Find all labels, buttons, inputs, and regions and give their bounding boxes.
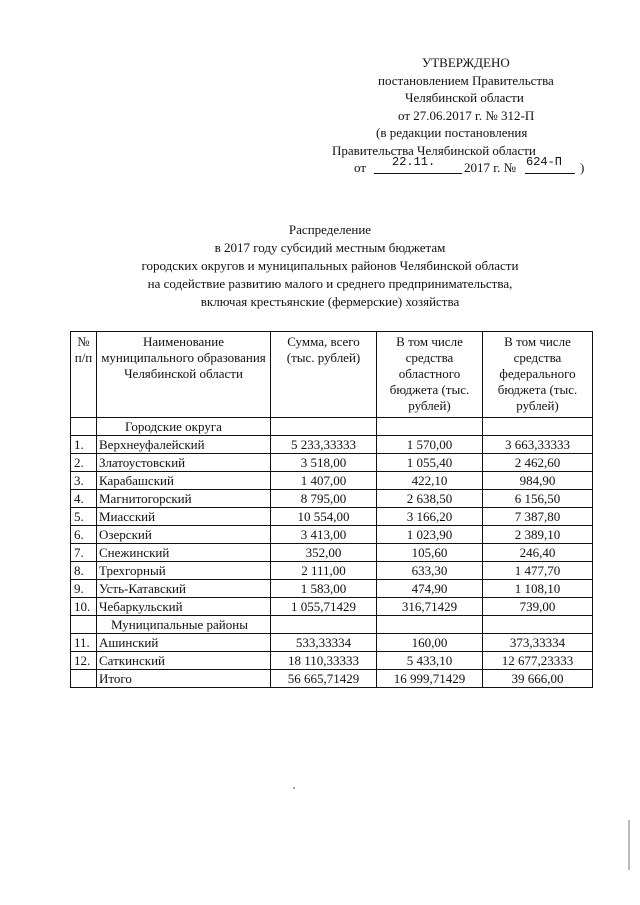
- approval-line: постановлением Правительства: [378, 72, 554, 88]
- row-name: Магнитогорский: [97, 490, 271, 508]
- row-regional: 422,10: [377, 472, 483, 490]
- total-federal: 39 666,00: [483, 670, 593, 688]
- title-line: в 2017 году субсидий местным бюджетам: [214, 240, 446, 255]
- row-name: Чебаркульский: [97, 598, 271, 616]
- row-sum: 1 055,71429: [271, 598, 377, 616]
- approval-closing: ): [580, 160, 585, 175]
- row-number: 2.: [71, 454, 97, 472]
- table-row: [71, 580, 593, 598]
- table-row: [71, 508, 593, 526]
- approval-line: Челябинской области: [405, 90, 524, 105]
- row-federal: 739,00: [483, 598, 593, 616]
- table-row: [71, 544, 593, 562]
- table-row: [71, 490, 593, 508]
- empty-cell: [71, 616, 97, 634]
- row-federal: 7 387,80: [483, 508, 593, 526]
- row-federal: 984,90: [483, 472, 593, 490]
- total-row: [71, 670, 593, 688]
- row-regional: 1 023,90: [377, 526, 483, 544]
- row-number: 7.: [71, 544, 97, 562]
- approval-year: 2017 г. №: [464, 160, 517, 175]
- title-line: городских округов и муниципальных районов Челябинской области: [141, 258, 519, 273]
- row-number: 1.: [71, 436, 97, 454]
- row-name: Саткинский: [97, 652, 271, 670]
- row-sum: 18 110,33333: [271, 652, 377, 670]
- row-regional: 316,71429: [377, 598, 483, 616]
- row-federal: 2 462,60: [483, 454, 593, 472]
- section-label: Городские округа: [97, 418, 271, 436]
- row-regional: 160,00: [377, 634, 483, 652]
- row-name: Озерский: [97, 526, 271, 544]
- approval-heading: УТВЕРЖДЕНО: [422, 55, 510, 70]
- handwritten-date: 22.11.: [392, 155, 436, 169]
- row-number: 11.: [71, 634, 97, 652]
- row-federal: 2 389,10: [483, 526, 593, 544]
- section-row: [71, 616, 593, 634]
- row-name: Усть-Катавский: [97, 580, 271, 598]
- approval-line: (в редакции постановления: [376, 125, 528, 140]
- row-federal: 246,40: [483, 544, 593, 562]
- total-label: Итого: [97, 670, 271, 688]
- row-number: 9.: [71, 580, 97, 598]
- table-row: [71, 436, 593, 454]
- section-row: [71, 418, 593, 436]
- table-row: [71, 526, 593, 544]
- approval-line: Правительства Челябинской области: [332, 142, 536, 158]
- row-number: 4.: [71, 490, 97, 508]
- row-sum: 352,00: [271, 544, 377, 562]
- handwritten-number: 624-П: [526, 155, 563, 169]
- table-row: [71, 598, 593, 616]
- header-regional: В том числе средства областного бюджета (тыс. рублей): [377, 332, 483, 418]
- row-regional: 5 433,10: [377, 652, 483, 670]
- header-federal: В том числе средства федерального бюджета (тыс. рублей): [483, 332, 593, 418]
- row-regional: 1 055,40: [377, 454, 483, 472]
- table-row: [71, 562, 593, 580]
- row-sum: 1 583,00: [271, 580, 377, 598]
- approval-prefix: от: [354, 160, 367, 175]
- row-sum: 533,33334: [271, 634, 377, 652]
- row-name: Снежинский: [97, 544, 271, 562]
- title-line: включая крестьянские (фермерские) хозяйства: [200, 294, 460, 309]
- header-sum: Сумма, всего (тыс. рублей): [271, 332, 377, 418]
- total-sum: 56 665,71429: [271, 670, 377, 688]
- table-row: [71, 454, 593, 472]
- row-sum: 3 413,00: [271, 526, 377, 544]
- row-federal: 1 108,10: [483, 580, 593, 598]
- row-number: 10.: [71, 598, 97, 616]
- row-regional: 633,30: [377, 562, 483, 580]
- row-name: Ашинский: [97, 634, 271, 652]
- row-sum: 8 795,00: [271, 490, 377, 508]
- row-federal: 1 477,70: [483, 562, 593, 580]
- document-title: [60, 221, 600, 311]
- row-federal: 373,33334: [483, 634, 593, 652]
- row-name: Верхнеуфалейский: [97, 436, 271, 454]
- row-number: 3.: [71, 472, 97, 490]
- row-sum: 3 518,00: [271, 454, 377, 472]
- table-row: [71, 652, 593, 670]
- title-line: на содействие развитию малого и среднего предпринимательства,: [147, 276, 513, 291]
- row-federal: 12 677,23333: [483, 652, 593, 670]
- row-regional: 3 166,20: [377, 508, 483, 526]
- empty-cell: [483, 616, 593, 634]
- section-label: Муниципальные районы: [97, 616, 271, 634]
- row-name: Трехгорный: [97, 562, 271, 580]
- empty-cell: [271, 616, 377, 634]
- row-number: 6.: [71, 526, 97, 544]
- row-number: 5.: [71, 508, 97, 526]
- row-regional: 2 638,50: [377, 490, 483, 508]
- row-number: 8.: [71, 562, 97, 580]
- row-name: Карабашский: [97, 472, 271, 490]
- row-name: Миасский: [97, 508, 271, 526]
- row-sum: 5 233,33333: [271, 436, 377, 454]
- row-sum: 10 554,00: [271, 508, 377, 526]
- empty-cell: [377, 616, 483, 634]
- subsidy-table: [70, 331, 593, 688]
- row-regional: 105,60: [377, 544, 483, 562]
- row-regional: 1 570,00: [377, 436, 483, 454]
- approval-number-line: [330, 155, 620, 177]
- row-sum: 1 407,00: [271, 472, 377, 490]
- table-row: [71, 472, 593, 490]
- table-row: [71, 634, 593, 652]
- approval-block: [330, 54, 620, 177]
- header-num: № п/п: [71, 332, 97, 418]
- scan-edge-mark: [628, 820, 630, 870]
- row-sum: 2 111,00: [271, 562, 377, 580]
- row-regional: 474,90: [377, 580, 483, 598]
- empty-cell: [71, 670, 97, 688]
- total-regional: 16 999,71429: [377, 670, 483, 688]
- title-line: Распределение: [288, 222, 372, 237]
- table-body: [71, 418, 593, 688]
- row-number: 12.: [71, 652, 97, 670]
- row-name: Златоустовский: [97, 454, 271, 472]
- scan-speck: [293, 787, 295, 789]
- approval-line: от 27.06.2017 г. № 312-П: [398, 107, 535, 123]
- header-name: Наименование муниципального образования Челябинской области: [97, 332, 271, 418]
- row-federal: 3 663,33333: [483, 436, 593, 454]
- row-federal: 6 156,50: [483, 490, 593, 508]
